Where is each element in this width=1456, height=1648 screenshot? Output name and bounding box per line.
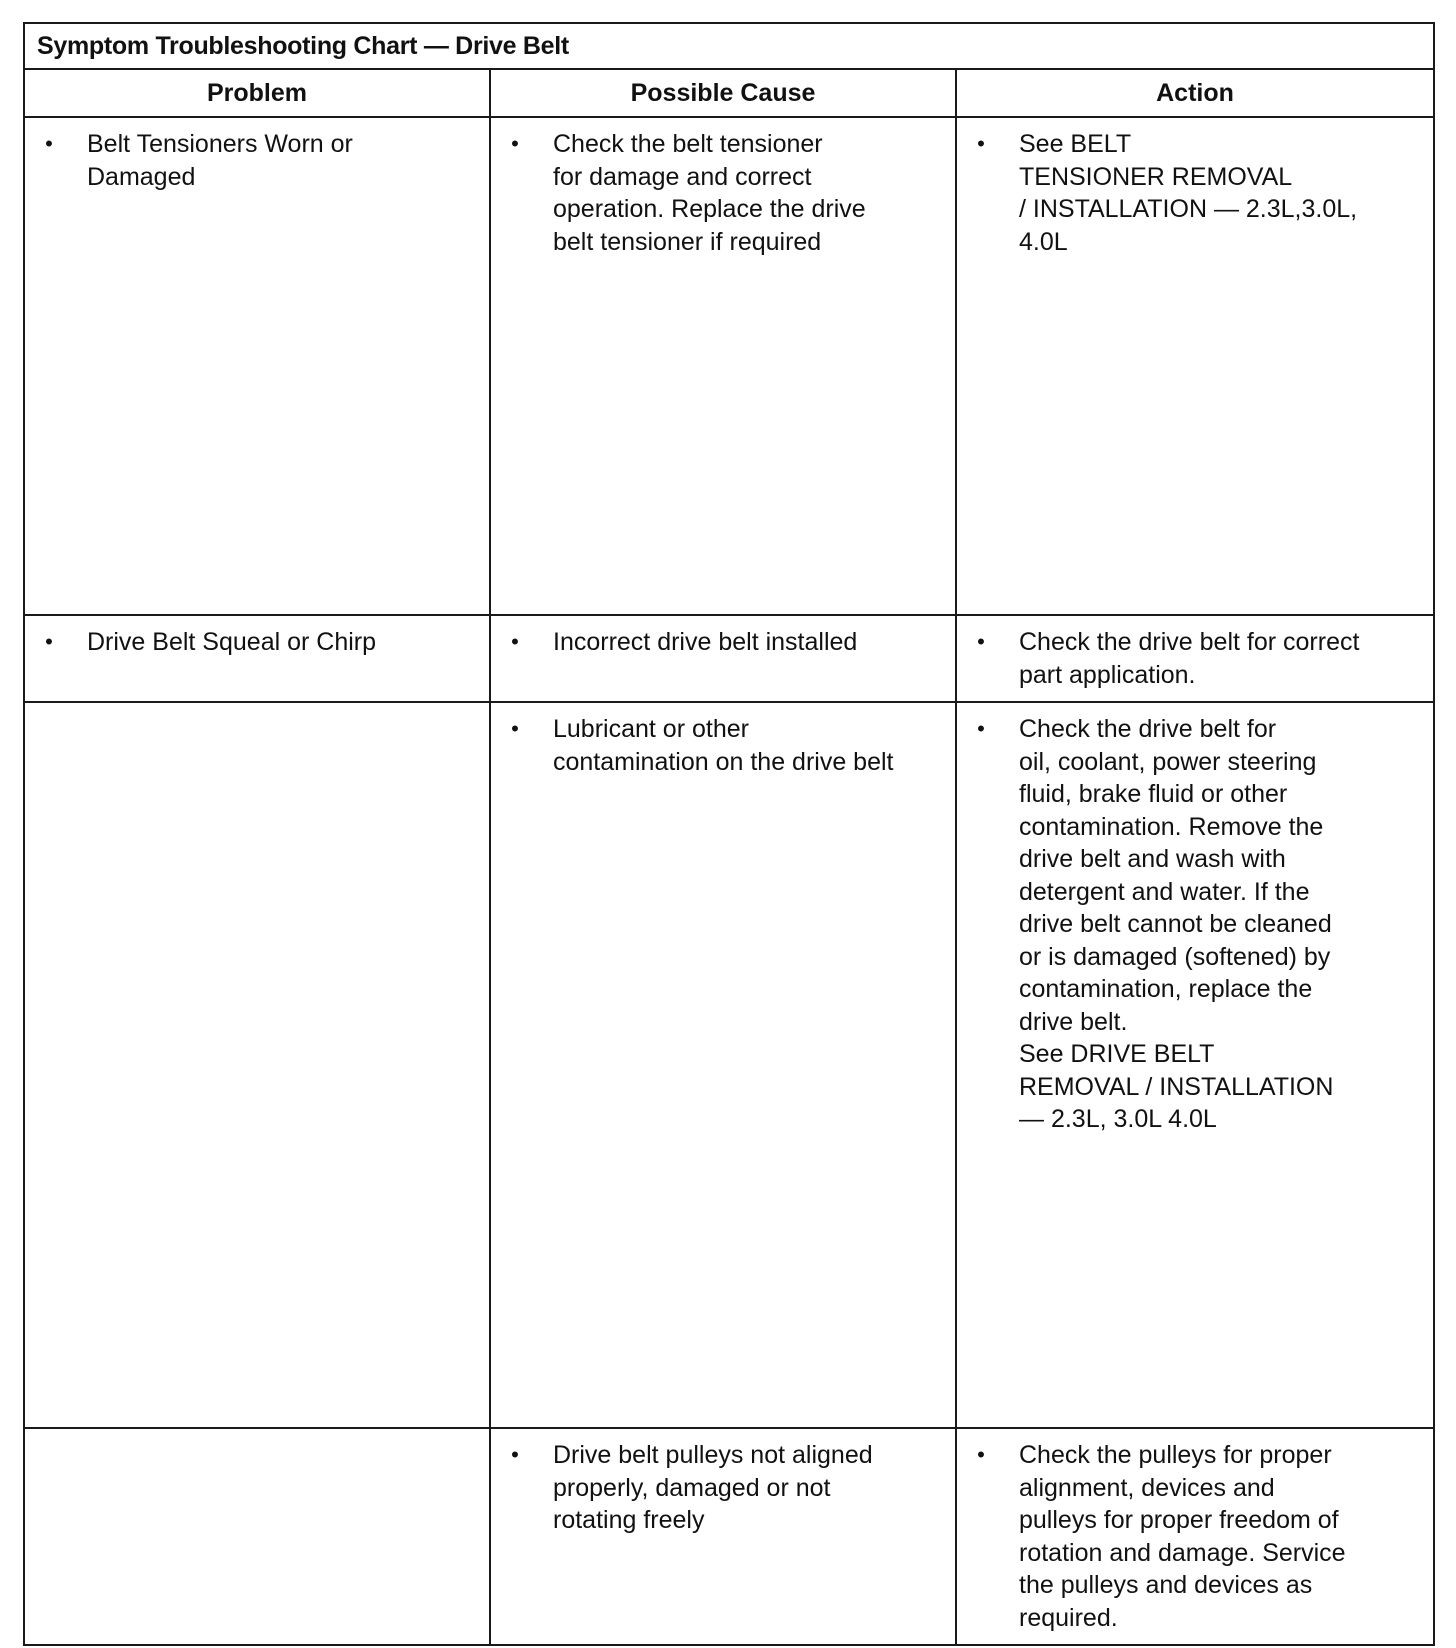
cause-text: Drive belt pulleys not aligned properly, damaged or not rotating freely	[553, 1441, 873, 1534]
action-cell	[956, 1428, 1434, 1645]
bullet-icon: •	[511, 716, 519, 741]
header-problem: Problem	[24, 69, 490, 117]
cause-cell	[490, 117, 956, 615]
bullet-icon: •	[511, 629, 519, 654]
action-cell	[956, 615, 1434, 702]
cause-text: Check the belt tensioner for damage and correct operation. Replace the drive belt tensioner if required	[553, 130, 866, 256]
bullet-icon: •	[511, 131, 519, 156]
table-row	[24, 615, 1434, 702]
problem-cell	[24, 615, 490, 702]
problem-cell-empty	[24, 1428, 490, 1645]
cause-text: Lubricant or other contamination on the drive belt	[553, 715, 894, 776]
header-row	[24, 69, 1434, 117]
bullet-icon: •	[977, 716, 985, 741]
table-row	[24, 702, 1434, 1428]
bullet-icon: •	[45, 131, 53, 156]
cause-cell	[490, 615, 956, 702]
bullet-icon: •	[511, 1442, 519, 1467]
bullet-icon: •	[977, 1442, 985, 1467]
bullet-icon: •	[977, 131, 985, 156]
cause-text: Incorrect drive belt installed	[553, 628, 858, 656]
problem-cell	[24, 117, 490, 615]
chart-title: Symptom Troubleshooting Chart — Drive Belt	[24, 23, 1434, 69]
chart-title-row	[24, 23, 1434, 69]
cause-cell	[490, 1428, 956, 1645]
action-text: Check the drive belt for correct part application.	[1019, 628, 1360, 689]
bullet-icon: •	[977, 629, 985, 654]
problem-cell-empty	[24, 702, 490, 1428]
action-text: See BELT TENSIONER REMOVAL / INSTALLATION — 2.3L,3.0L, 4.0L	[1019, 130, 1358, 256]
action-cell	[956, 702, 1434, 1428]
cause-cell	[490, 702, 956, 1428]
bullet-icon: •	[45, 629, 53, 654]
action-cell	[956, 117, 1434, 615]
action-text: Check the pulleys for proper alignment, devices and pulleys for proper freedom of rotation and damage. Service the pulleys and devices as required.	[1019, 1441, 1346, 1632]
table-row	[24, 117, 1434, 615]
troubleshooting-chart	[23, 22, 1435, 1646]
problem-text: Drive Belt Squeal or Chirp	[87, 628, 377, 656]
problem-text: Belt Tensioners Worn or Damaged	[87, 130, 353, 191]
header-action: Action	[956, 69, 1434, 117]
action-text: Check the drive belt for oil, coolant, power steering fluid, brake fluid or other contamination. Remove the drive belt and wash with detergent and water. If the drive belt cannot be cleaned or is damaged (softened) by contamination, replace the drive belt. See DRIVE BELT REMOVAL / INSTALLATION — 2.3L, 3.0L 4.0L	[1019, 715, 1334, 1133]
header-possible-cause: Possible Cause	[490, 69, 956, 117]
table-row	[24, 1428, 1434, 1645]
